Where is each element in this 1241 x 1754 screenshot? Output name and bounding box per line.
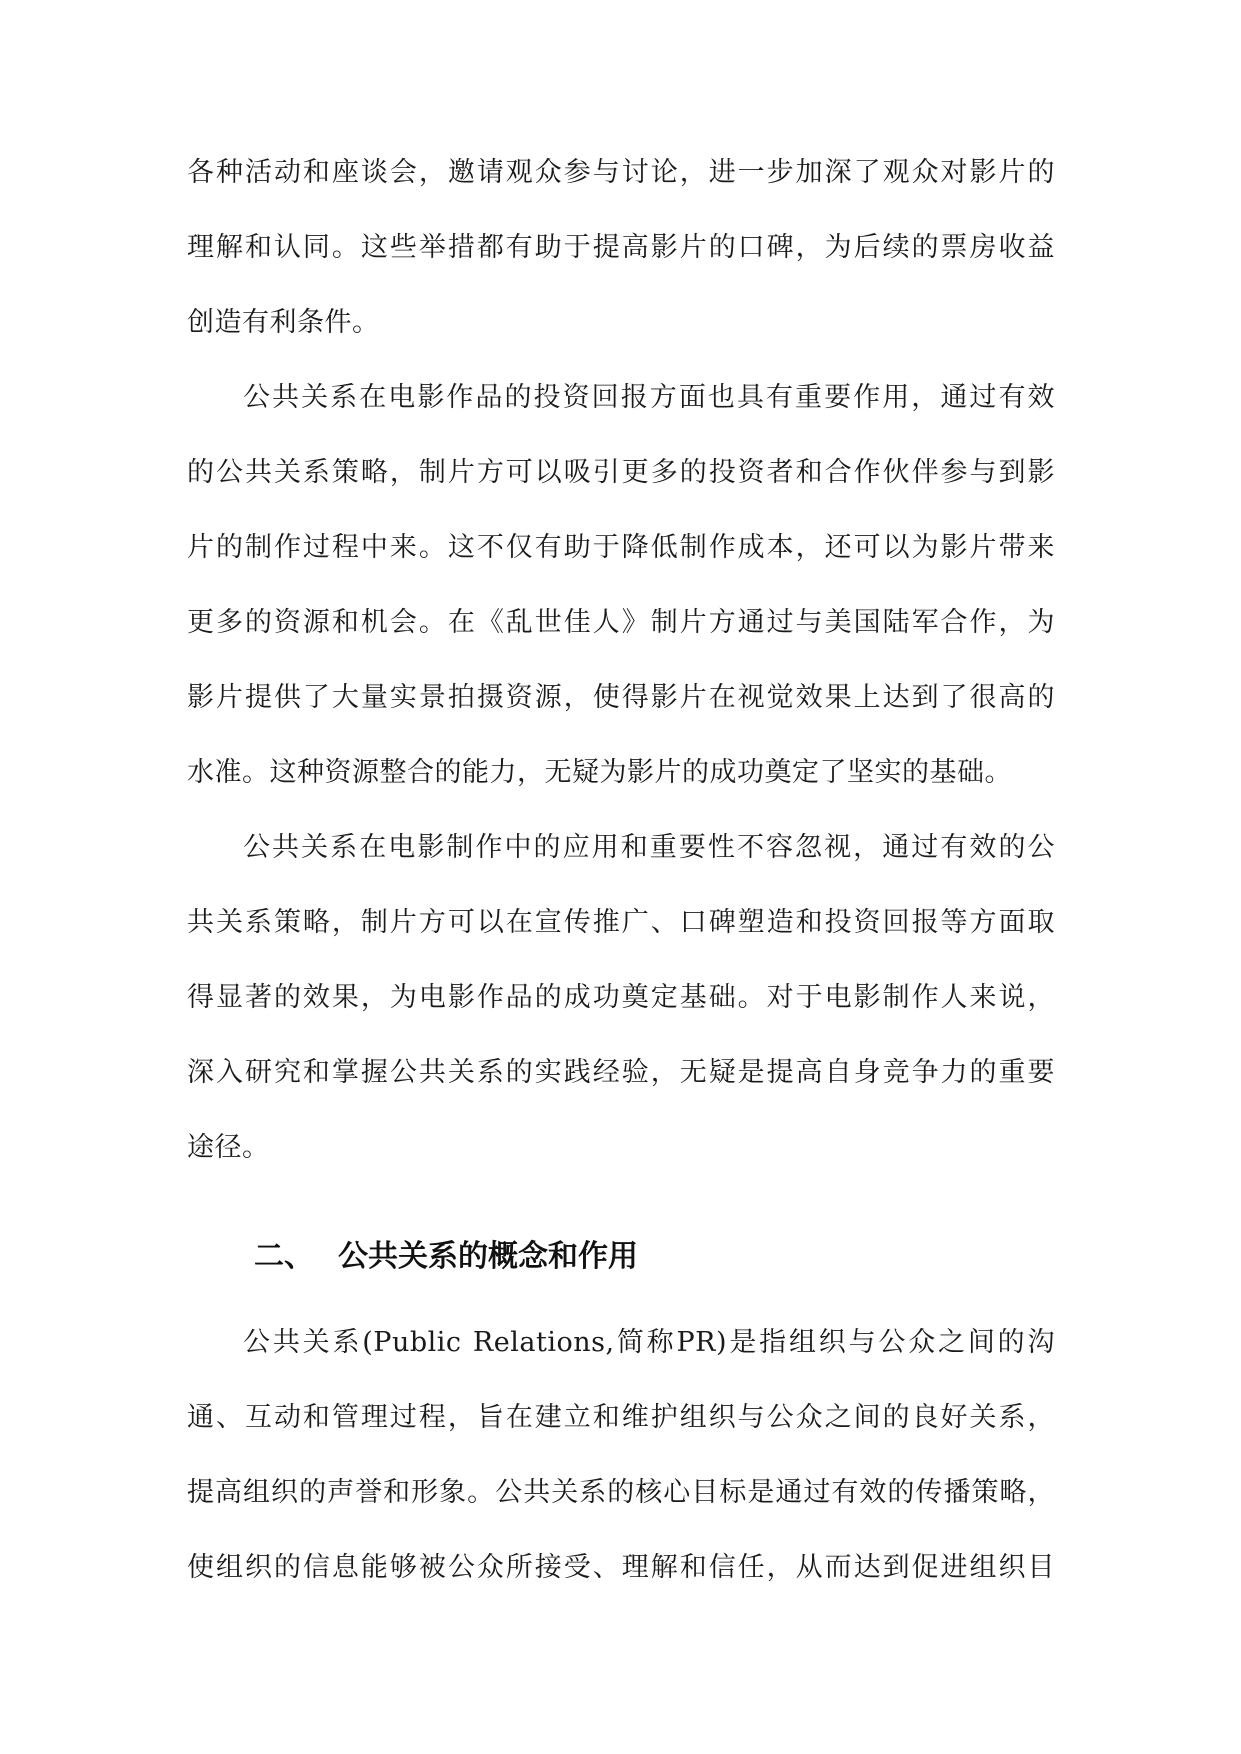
paragraph-line: 提高组织的声誉和形象。公共关系的核心目标是通过有效的传播策略， bbox=[187, 1477, 1055, 1508]
paragraph-line: 公共关系在电影制作中的应用和重要性不容忽视，通过有效的公 bbox=[243, 832, 1055, 863]
paragraph-line: 公共关系在电影作品的投资回报方面也具有重要作用，通过有效 bbox=[243, 382, 1055, 413]
paragraph-line: 理解和认同。这些举措都有助于提高影片的口碑，为后续的票房收益 bbox=[187, 232, 1055, 263]
paragraph-line: 通、互动和管理过程，旨在建立和维护组织与公众之间的良好关系， bbox=[187, 1402, 1055, 1433]
section-title: 公共关系的概念和作用 bbox=[338, 1239, 638, 1274]
section-heading bbox=[254, 1237, 638, 1277]
paragraph-line: 片的制作过程中来。这不仅有助于降低制作成本，还可以为影片带来 bbox=[187, 532, 1055, 563]
paragraph-1 bbox=[187, 135, 1055, 360]
paragraph-line: 更多的资源和机会。在《乱世佳人》制片方通过与美国陆军合作，为 bbox=[187, 607, 1055, 638]
paragraph-line: 使组织的信息能够被公众所接受、理解和信任，从而达到促进组织目 bbox=[187, 1552, 1055, 1583]
paragraph-3 bbox=[187, 810, 1055, 1185]
paragraph-line: 公共关系(Public Relations,简称PR)是指组织与公众之间的沟 bbox=[243, 1327, 1055, 1358]
paragraph-line: 共关系策略，制片方可以在宣传推广、口碑塑造和投资回报等方面取 bbox=[187, 907, 1055, 938]
section-number: 二、 bbox=[254, 1239, 314, 1274]
paragraph-2 bbox=[187, 360, 1055, 810]
paragraph-line: 创造有利条件。 bbox=[187, 307, 380, 338]
paragraph-line: 途径。 bbox=[187, 1132, 270, 1163]
paragraph-4 bbox=[187, 1305, 1055, 1605]
paragraph-line: 各种活动和座谈会，邀请观众参与讨论，进一步加深了观众对影片的 bbox=[187, 157, 1055, 188]
paragraph-line: 的公共关系策略，制片方可以吸引更多的投资者和合作伙伴参与到影 bbox=[187, 457, 1055, 488]
paragraph-line: 水准。这种资源整合的能力，无疑为影片的成功奠定了坚实的基础。 bbox=[187, 757, 1012, 788]
paragraph-line: 深入研究和掌握公共关系的实践经验，无疑是提高自身竞争力的重要 bbox=[187, 1057, 1055, 1088]
paragraph-line: 影片提供了大量实景拍摄资源，使得影片在视觉效果上达到了很高的 bbox=[187, 682, 1055, 713]
paragraph-line: 得显著的效果，为电影作品的成功奠定基础。对于电影制作人来说， bbox=[187, 982, 1055, 1013]
